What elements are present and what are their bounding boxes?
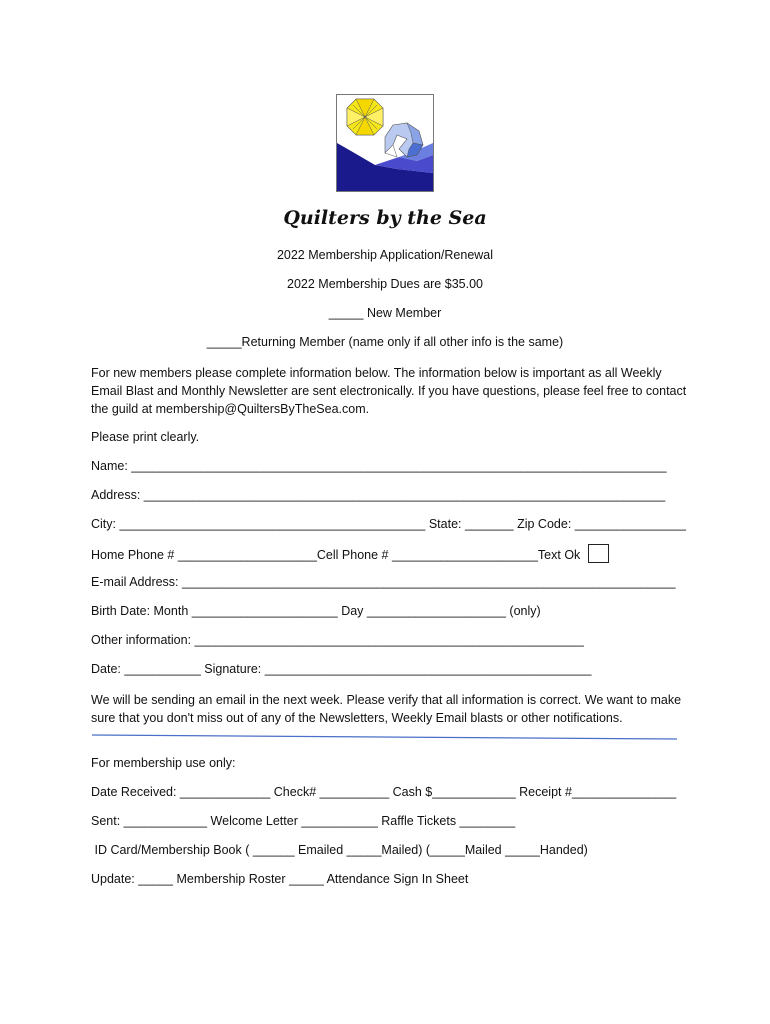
dues-text: 2022 Membership Dues are $35.00 [287,277,483,291]
verify-paragraph: We will be sending an email in the next week. Please verify that all information is correct. We want to make sure that you don't miss out of any of the Newsletters, Weekly Email blasts or other notifications. [91,693,682,725]
application-title: 2022 Membership Application/Renewal [276,248,494,262]
date-signature-field: Date: ___________ Signature: _______________________________________________ [91,662,592,676]
id-card-row: ID Card/Membership Book ( ______ Emailed _____Mailed) (_____Mailed _____Handed) [91,843,588,857]
intro-paragraph: For new members please complete information below. The information below is important as all Weekly Email Blast and Monthly Newsletter are sent electronically. If you have questions, please feel free to contact the guild at membership@QuiltersByTheSea.com. [91,366,687,416]
address-field: Address: ___________________________________________________________________________ [91,488,666,502]
office-use-heading: For membership use only: [91,756,236,770]
guild-logo [336,94,434,192]
phone-row [91,546,609,565]
new-member-option: _____ New Member [328,306,442,320]
divider-line [92,734,677,740]
text-ok-checkbox[interactable] [588,544,609,563]
email-field: E-mail Address: _______________________________________________________________________ [91,575,676,589]
quilt-block-icon [337,95,433,191]
returning-member-option: _____Returning Member (name only if all other info is the same) [206,335,564,349]
sent-row: Sent: ____________ Welcome Letter ___________ Raffle Tickets ________ [91,814,516,828]
date-received-row: Date Received: _____________ Check# __________ Cash $____________ Receipt #_______________ [91,785,677,799]
name-field: Name: _____________________________________________________________________________ [91,459,667,473]
birth-date-field: Birth Date: Month _____________________ Day ____________________ (only) [91,604,541,618]
other-info-field: Other information: ________________________________________________________ [91,633,584,647]
update-row: Update: _____ Membership Roster _____ Attendance Sign In Sheet [91,872,469,886]
city-state-zip-field: City: ____________________________________________ State: _______ Zip Code: ________________ [91,517,686,531]
guild-title: Quilters by the Sea [283,207,487,229]
phone-fields: Home Phone # ____________________Cell Phone # _____________________Text Ok [91,547,581,562]
print-clearly-note: Please print clearly. [91,430,200,444]
